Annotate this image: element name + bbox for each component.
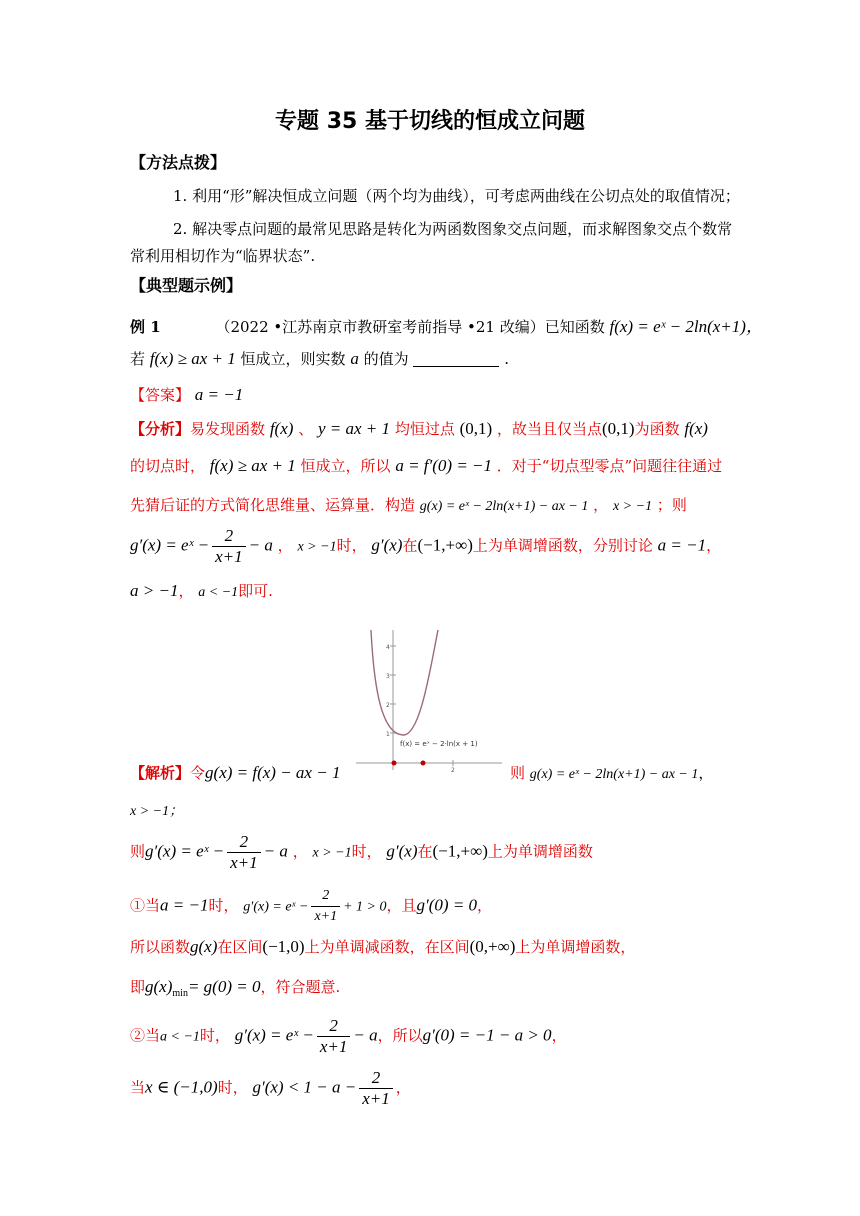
- point-origin: [421, 761, 426, 766]
- text: 易发现函数: [190, 420, 266, 438]
- math: (−1,+∞): [417, 535, 473, 555]
- analysis-line-3: [130, 494, 687, 515]
- text: 时，: [208, 896, 239, 915]
- solution-line-3: [130, 832, 593, 873]
- text: 时，: [336, 536, 367, 555]
- analysis-line-2: [130, 455, 722, 476]
- text: ，: [593, 496, 609, 514]
- math: x > −1: [612, 499, 653, 514]
- text: 均恒过点: [394, 420, 455, 438]
- text: ①当: [130, 896, 161, 915]
- case-2-line-1: [130, 1016, 567, 1057]
- text: ，且: [386, 896, 417, 915]
- math: (−1,+∞): [432, 841, 488, 861]
- case-1-line-2: [130, 936, 635, 957]
- text: 恒成立，所以: [300, 457, 391, 475]
- y-tick-label: 4: [386, 644, 390, 651]
- text: 则: [130, 842, 146, 861]
- section-method: 【方法点拨】: [130, 153, 227, 172]
- math: (0,1): [459, 419, 493, 438]
- curve-label: f(x) = eˣ − 2·ln(x + 1): [400, 740, 478, 748]
- math: f(x): [684, 419, 708, 438]
- numerator: 2: [329, 1016, 338, 1035]
- denominator: x+1: [212, 546, 246, 567]
- example-line-1: [130, 312, 763, 337]
- math: g′(x) = eˣ −: [243, 899, 309, 915]
- y-tick-label: 1: [386, 731, 390, 738]
- fraction: [212, 526, 246, 567]
- analysis-line-4: [130, 526, 721, 567]
- text: ，: [292, 842, 308, 861]
- text: 先猜后证的方式简化思维量、运算量．构造: [130, 496, 416, 514]
- math: (0,+∞): [469, 937, 516, 956]
- subscript: min: [172, 988, 188, 999]
- text: 时，: [217, 1078, 248, 1097]
- fraction: [311, 886, 340, 927]
- point-minus-one: [392, 761, 397, 766]
- text: ，: [277, 536, 293, 555]
- text: ，符合题意.: [260, 978, 341, 996]
- math: a = −1: [657, 535, 707, 555]
- denominator: x+1: [311, 906, 340, 927]
- page-title: 专题 35 基于切线的恒成立问题: [275, 109, 585, 134]
- denominator: x+1: [317, 1036, 351, 1057]
- method-point-2: 2. 解决零点问题的最常见思路是转化为两函数图象交点问题，而求解图象交点个数常: [173, 220, 733, 238]
- fraction: [359, 1068, 393, 1109]
- math: y = ax + 1: [317, 419, 391, 438]
- math: g′(x) < 1 − a −: [252, 1077, 357, 1097]
- math: g(x): [190, 937, 218, 956]
- numerator: 2: [371, 1068, 381, 1087]
- math: g′(x) = eˣ −: [145, 841, 225, 861]
- text: 恒成立，则实数: [240, 350, 346, 368]
- text: 若: [130, 350, 146, 368]
- solution-line-1: [130, 762, 340, 783]
- numerator: 2: [224, 526, 234, 545]
- text: 在: [402, 536, 418, 555]
- math: a = f′(0) = −1: [395, 456, 493, 475]
- numerator: 2: [322, 888, 330, 903]
- function-graph: [356, 630, 502, 774]
- text: 上为单调减函数，在区间: [304, 938, 470, 956]
- text: 时，: [199, 1026, 230, 1045]
- text: ，: [551, 1026, 567, 1045]
- x-tick-label: 2: [451, 767, 455, 774]
- math: a > −1: [130, 581, 179, 600]
- text: .: [504, 350, 509, 368]
- math: − a: [248, 535, 273, 555]
- math: g(x) = eˣ − 2ln(x+1) − ax − 1: [529, 767, 699, 782]
- analysis-label: 【分析】: [130, 420, 191, 438]
- example-source: （2022 •江苏南京市教研室考前指导 •21 改编）已知函数: [215, 318, 605, 336]
- text: 即可.: [238, 582, 273, 600]
- function-curve: [371, 630, 438, 735]
- answer-value: a = −1: [194, 385, 244, 404]
- method-point-3: 常利用相切作为“临界状态”.: [130, 247, 316, 265]
- math: + 1 > 0: [343, 899, 387, 915]
- text: ，: [706, 536, 722, 555]
- example-label: 例 1: [130, 318, 161, 336]
- text: 则: [510, 764, 526, 782]
- math: g′(0) = −1 − a > 0: [422, 1025, 552, 1045]
- text: ，: [178, 582, 194, 600]
- math: g′(x): [386, 841, 418, 861]
- text: 在: [417, 842, 433, 861]
- math: (−1,0): [262, 937, 305, 956]
- text: 为函数: [634, 420, 680, 438]
- solution-label: 【解析】: [130, 764, 191, 782]
- text: 上为单调增函数，: [515, 938, 636, 956]
- math: − a: [353, 1025, 378, 1045]
- math: (0,1): [601, 419, 635, 438]
- denominator: x+1: [227, 852, 261, 873]
- condition: f(x) ≥ ax + 1: [149, 349, 236, 368]
- math: x > −1；: [130, 804, 184, 819]
- y-tick-label: 2: [386, 702, 390, 709]
- example-function: f(x) = eˣ − 2ln(x+1)，: [609, 317, 763, 336]
- analysis-line-5: [130, 580, 273, 601]
- section-examples: 【典型题示例】: [130, 276, 243, 295]
- math: = g(0) = 0: [187, 977, 261, 996]
- numerator: 2: [239, 832, 249, 851]
- text: 在区间: [217, 938, 263, 956]
- text: 所以函数: [130, 938, 191, 956]
- math: g′(x): [371, 535, 403, 555]
- text: ，所以: [377, 1026, 423, 1045]
- case-1-line-1: [130, 886, 492, 927]
- math: x > −1: [297, 539, 337, 555]
- text: 的切点时，: [130, 457, 206, 475]
- math: g(x) = f(x) − ax − 1: [205, 763, 341, 782]
- text: ，: [698, 764, 714, 782]
- solution-line-1b: [510, 762, 713, 783]
- text: ．对于“切点型零点”问题往往通过: [496, 457, 723, 475]
- math: a = −1: [160, 895, 209, 915]
- text: 令: [190, 764, 206, 782]
- text: 时，: [351, 842, 382, 861]
- text: ，故当且仅当点: [496, 420, 602, 438]
- solution-line-2: [130, 800, 183, 820]
- fraction: [227, 832, 261, 873]
- answer-label: 【答案】: [130, 386, 191, 404]
- denominator: x+1: [359, 1088, 393, 1109]
- text: 上为单调增函数: [487, 842, 593, 861]
- text: 、: [298, 420, 314, 438]
- math: a < −1: [160, 1029, 200, 1045]
- case-2-line-2: [130, 1068, 411, 1109]
- math: a < −1: [198, 585, 239, 600]
- text: 即: [130, 978, 146, 996]
- text: 当: [130, 1078, 146, 1097]
- math: g(x) = eˣ − 2ln(x+1) − ax − 1: [419, 499, 589, 514]
- math: g′(x) = eˣ −: [234, 1025, 314, 1045]
- math: g′(x) = eˣ −: [130, 535, 210, 555]
- text: ；则: [656, 496, 687, 514]
- text: ，: [477, 896, 493, 915]
- text: 上为单调增函数，分别讨论: [472, 536, 653, 555]
- math: f(x) ≥ ax + 1: [209, 456, 296, 475]
- fraction: [317, 1016, 351, 1057]
- answer-blank: [413, 352, 499, 367]
- math: x ∈ (−1,0): [145, 1077, 218, 1097]
- math: x > −1: [312, 845, 352, 861]
- analysis-line-1: [130, 418, 708, 439]
- case-1-line-3: [130, 976, 340, 999]
- text: ②当: [130, 1026, 161, 1045]
- method-point-1: 1. 利用“形”解决恒成立问题（两个均为曲线），可考虑两曲线在公切点处的取值情况；: [173, 187, 740, 205]
- math: g′(0) = 0: [416, 895, 478, 915]
- text: 的值为: [363, 350, 409, 368]
- example-line-2: [130, 348, 509, 369]
- math: − a: [263, 841, 288, 861]
- math: f(x): [269, 419, 294, 438]
- math: g(x): [145, 977, 173, 996]
- variable-a: a: [350, 349, 359, 368]
- answer-line: [130, 384, 243, 405]
- y-tick-label: 3: [386, 673, 390, 680]
- text: ，: [395, 1078, 411, 1097]
